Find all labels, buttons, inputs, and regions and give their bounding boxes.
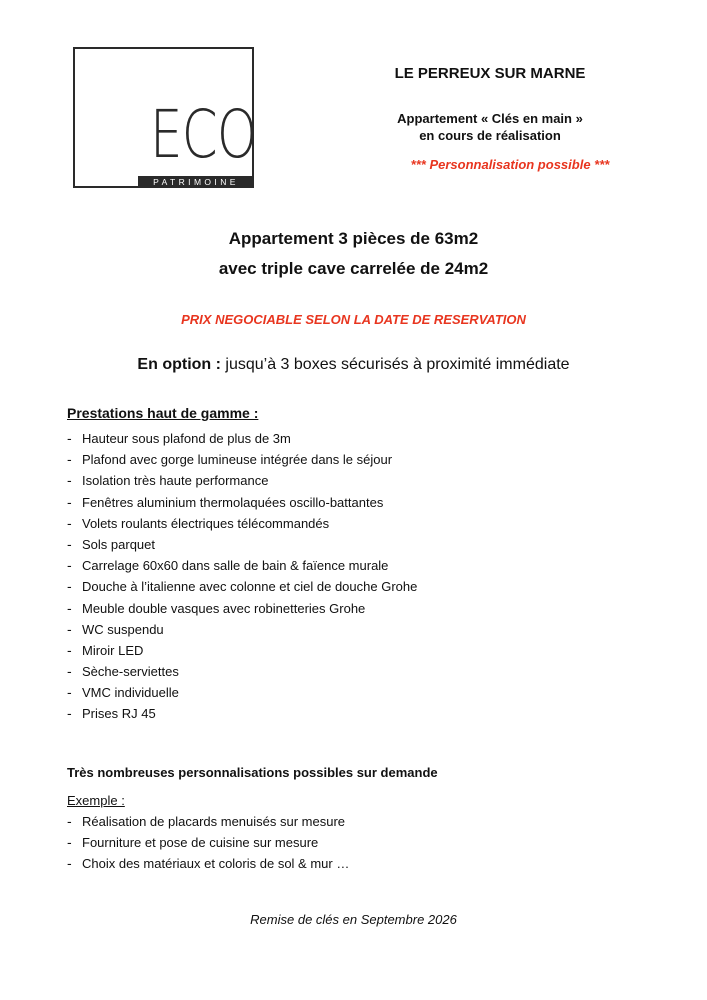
list-item	[67, 703, 417, 724]
list-item	[67, 832, 349, 853]
dash-bullet: -	[67, 451, 72, 468]
list-item-text: VMC individuelle	[82, 685, 179, 701]
exemple-label: Exemple :	[67, 793, 125, 808]
dash-bullet: -	[67, 663, 72, 680]
prestations-title: Prestations haut de gamme :	[67, 405, 259, 421]
list-item	[67, 682, 417, 703]
logo-patrimoine: PATRIMOINE	[138, 176, 254, 188]
list-item-text: Meuble double vasques avec robinetteries Grohe	[82, 600, 366, 616]
list-item-text: Douche à l’italienne avec colonne et ciel de douche Grohe	[82, 579, 418, 595]
list-item	[67, 428, 417, 449]
list-item	[67, 576, 417, 597]
option-line	[0, 356, 707, 374]
dash-bullet: -	[67, 578, 72, 595]
option-label: En option :	[137, 356, 221, 373]
list-item	[67, 619, 417, 640]
status-line-1: Appartement « Clés en main »	[397, 111, 583, 126]
dash-bullet: -	[67, 641, 72, 658]
dash-bullet: -	[67, 472, 72, 489]
list-item	[67, 555, 417, 576]
personnalisations-list	[67, 811, 349, 875]
dash-bullet: -	[67, 535, 72, 552]
list-item-text: Isolation très haute performance	[82, 473, 269, 489]
list-item-text: Sèche-serviettes	[82, 664, 179, 680]
logo-eco: ECO	[150, 96, 257, 173]
list-item	[67, 661, 417, 682]
personnalisations-title: Très nombreuses personnalisations possibles sur demande	[67, 765, 438, 780]
list-item-text: Fourniture et pose de cuisine sur mesure	[82, 835, 319, 851]
list-item-text: Prises RJ 45	[82, 706, 156, 722]
option-text: jusqu’à 3 boxes sécurisés à proximité immédiate	[220, 356, 570, 373]
list-item	[67, 853, 349, 874]
list-item	[67, 470, 417, 491]
dash-bullet: -	[67, 705, 72, 722]
list-item-text: Hauteur sous plafond de plus de 3m	[82, 431, 291, 446]
headline-line-2: avec triple cave carrelée de 24m2	[218, 259, 489, 278]
dash-bullet: -	[67, 557, 72, 574]
list-item-text: Fenêtres aluminium thermolaquées oscillo-battantes	[82, 494, 384, 510]
prestations-list	[67, 428, 417, 725]
list-item-text: WC suspendu	[82, 621, 164, 637]
list-item	[67, 534, 417, 555]
dash-bullet: -	[67, 813, 72, 829]
dash-bullet: -	[67, 620, 72, 637]
dash-bullet: -	[67, 493, 72, 510]
list-item	[67, 449, 417, 470]
dash-bullet: -	[67, 514, 72, 531]
list-item	[67, 640, 417, 661]
list-item	[67, 492, 417, 513]
dash-bullet: -	[67, 855, 72, 872]
dash-bullet: -	[67, 430, 72, 446]
dash-bullet: -	[67, 834, 72, 851]
list-item	[67, 513, 417, 534]
city-title: LE PERREUX SUR MARNE	[394, 65, 586, 82]
remise-date: Remise de clés en Septembre 2026	[250, 912, 457, 927]
prix-note: PRIX NEGOCIABLE SELON LA DATE DE RESERVATION	[181, 312, 526, 327]
list-item-text: Plafond avec gorge lumineuse intégrée dans le séjour	[82, 452, 393, 468]
list-item-text: Sols parquet	[82, 536, 155, 552]
list-item-text: Carrelage 60x60 dans salle de bain & faïence murale	[82, 558, 389, 574]
dash-bullet: -	[67, 599, 72, 616]
list-item-text: Réalisation de placards menuisés sur mesure	[82, 814, 346, 829]
dash-bullet: -	[67, 684, 72, 701]
list-item-text: Volets roulants électriques télécommandés	[82, 515, 330, 531]
list-item-text: Miroir LED	[82, 642, 144, 658]
logo-frame-bottom	[73, 186, 138, 188]
list-item	[67, 811, 349, 832]
list-item-text: Choix des matériaux et coloris de sol & mur …	[82, 856, 350, 872]
status-line-2: en cours de réalisation	[419, 128, 561, 143]
list-item	[67, 598, 417, 619]
personnalisation-note: *** Personnalisation possible ***	[410, 157, 610, 172]
headline-line-1: Appartement 3 pièces de 63m2	[228, 229, 479, 248]
